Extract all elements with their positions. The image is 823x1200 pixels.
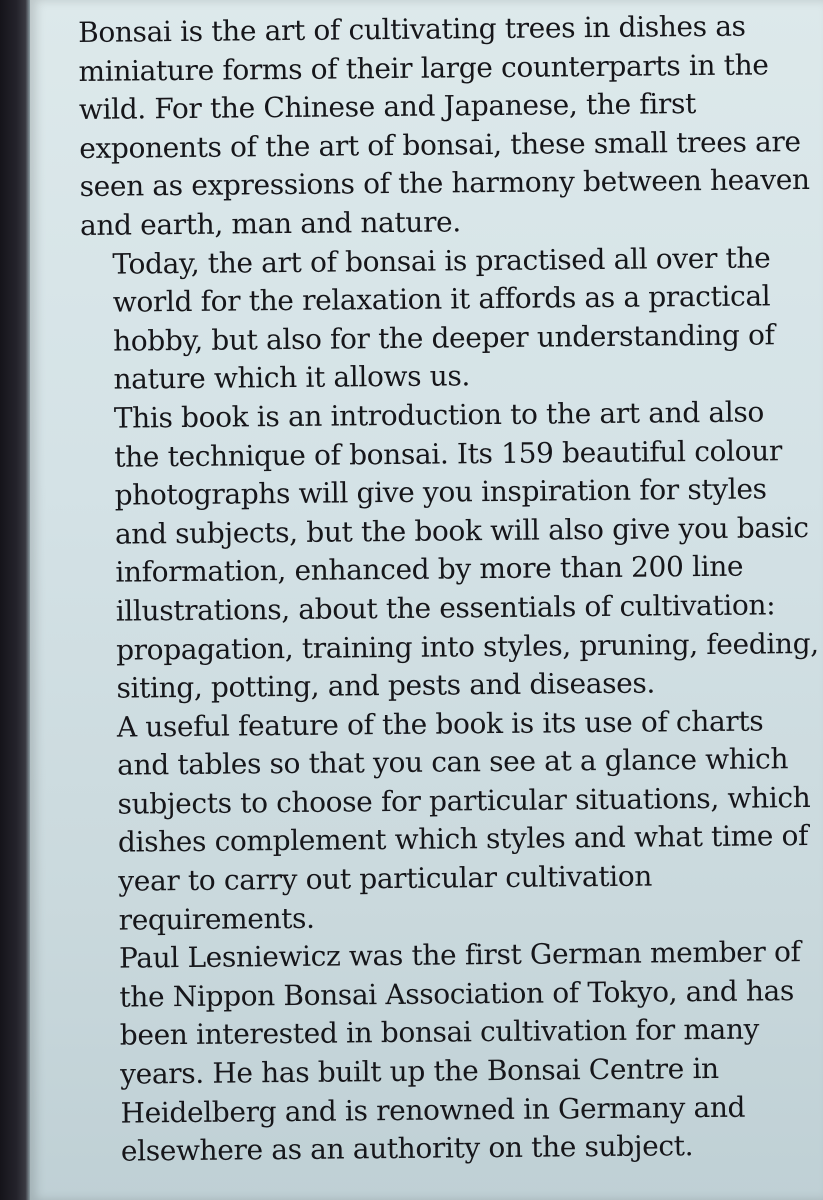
text-line: Bonsai is the art of cultivating trees in dishes as: [78, 9, 746, 49]
cover-blurb-text: [78, 7, 819, 1172]
text-line: dishes complement which styles and what time of: [117, 819, 809, 860]
text-line: This book is an introduction to the art and also: [113, 395, 765, 435]
text-line: nature which it allows us.: [113, 359, 471, 397]
text-line: miniature forms of their large counterparts in the: [78, 47, 769, 88]
text-line: year to carry out particular cultivation: [118, 859, 653, 898]
text-line: the technique of bonsai. Its 159 beautiful colour: [114, 433, 783, 474]
text-line: seen as expressions of the harmony between heaven: [79, 163, 810, 204]
text-line: Heidelberg and is renowned in Germany and: [120, 1090, 746, 1130]
book-spine-edge: [0, 0, 30, 1200]
paragraph-author-bio: [87, 933, 819, 1172]
text-line: years. He has built up the Bonsai Centre in: [120, 1051, 719, 1091]
text-line: world for the relaxation it affords as a practical: [112, 279, 771, 319]
text-line: and tables so that you can see at a glance which: [117, 742, 789, 782]
text-line: hobby, but also for the deeper understanding of: [112, 318, 775, 358]
text-line: information, enhanced by more than 200 line: [115, 549, 744, 589]
text-line: Paul Lesniewicz was the first German member of: [118, 935, 801, 975]
text-line: siting, potting, and pests and diseases.: [116, 666, 656, 705]
back-cover-panel: [30, 0, 823, 1200]
text-line: exponents of the art of bonsai, these small trees are: [79, 124, 801, 165]
text-line: requirements.: [118, 901, 315, 937]
text-line: and subjects, but the book will also give you basic: [114, 510, 809, 551]
text-line: been interested in bonsai cultivation for many: [119, 1012, 760, 1053]
text-line: elsewhere as an authority on the subject.: [120, 1129, 694, 1168]
text-line: the Nippon Bonsai Association of Tokyo, and has: [119, 974, 795, 1014]
text-line: illustrations, about the essentials of cultivation:: [115, 588, 776, 628]
paragraph-intro: [78, 7, 810, 246]
text-line: propagation, training into styles, pruning, feeding,: [115, 626, 819, 667]
text-line: and earth, man and nature.: [79, 205, 461, 242]
paragraph-today: [80, 239, 811, 400]
text-line: wild. For the Chinese and Japanese, the first: [78, 87, 697, 127]
text-line: A useful feature of the book is its use of charts: [116, 704, 764, 744]
text-line: subjects to choose for particular situations, which: [117, 780, 811, 821]
paragraph-charts: [85, 702, 817, 941]
text-line: Today, the art of bonsai is practised all over the: [112, 240, 771, 281]
paragraph-book-intro: [82, 393, 819, 709]
text-line: photographs will give you inspiration for styles: [114, 472, 767, 512]
